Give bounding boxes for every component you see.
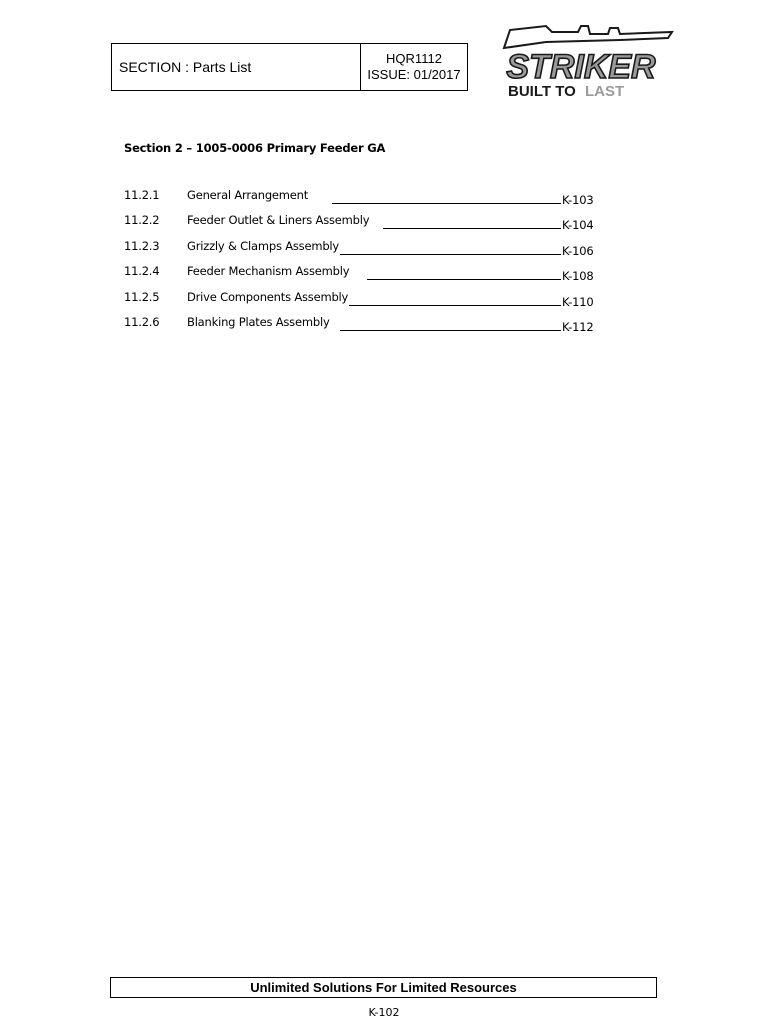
striker-logo	[486, 22, 676, 100]
toc-number: 11.2.3	[124, 238, 160, 253]
toc-page: K-103	[562, 193, 594, 207]
toc-number: 11.2.4	[124, 264, 160, 279]
toc-entry-4[interactable]	[124, 262, 604, 287]
toc-entry-1[interactable]	[124, 186, 604, 211]
toc-title: Feeder Mechanism Assembly	[187, 264, 350, 279]
toc-title: Blanking Plates Assembly	[187, 314, 330, 329]
section-title: Section 2 – 1005-0006 Primary Feeder GA	[124, 141, 386, 155]
toc-page: K-108	[562, 269, 594, 284]
tagline-part2: LAST	[584, 83, 625, 100]
toc-number: 11.2.6	[124, 314, 160, 329]
toc-number: 11.2.5	[124, 289, 160, 304]
toc-title: Grizzly & Clamps Assembly	[187, 238, 340, 253]
toc-page: K-110	[562, 294, 594, 309]
footer-slogan: Unlimited Solutions For Limited Resources	[110, 977, 657, 998]
leader-line	[367, 279, 561, 280]
tagline-part1: BUILT TO	[508, 83, 576, 100]
toc-entry-6[interactable]	[124, 313, 604, 338]
leader-line	[349, 305, 561, 306]
section-label: SECTION : Parts List	[112, 44, 361, 90]
leader-line	[340, 254, 561, 255]
leader-line	[332, 203, 561, 204]
toc-number: 11.2.1	[124, 188, 160, 202]
striker-logo-icon	[486, 22, 676, 100]
leader-line	[340, 330, 561, 331]
tagline	[508, 83, 624, 100]
toc-title: Drive Components Assembly	[187, 289, 349, 304]
toc-page: K-112	[562, 319, 594, 334]
toc-page: K-106	[562, 243, 594, 258]
page-number: K-102	[368, 1006, 400, 1019]
toc-title: General Arrangement	[187, 188, 309, 202]
document-info	[361, 44, 467, 90]
toc-number: 11.2.2	[124, 213, 160, 228]
crusher-silhouette-icon	[504, 26, 672, 48]
toc-entry-2[interactable]	[124, 211, 604, 236]
toc-entry-3[interactable]	[124, 237, 604, 262]
leader-line	[383, 228, 561, 229]
table-of-contents	[124, 186, 604, 338]
toc-entry-5[interactable]	[124, 288, 604, 313]
header-box	[111, 43, 468, 91]
document-code: HQR1112	[386, 51, 442, 66]
brand-wordmark: STRIKER	[506, 48, 656, 86]
issue-date: ISSUE: 01/2017	[367, 67, 461, 82]
toc-page: K-104	[562, 218, 594, 233]
toc-title: Feeder Outlet & Liners Assembly	[187, 213, 370, 228]
